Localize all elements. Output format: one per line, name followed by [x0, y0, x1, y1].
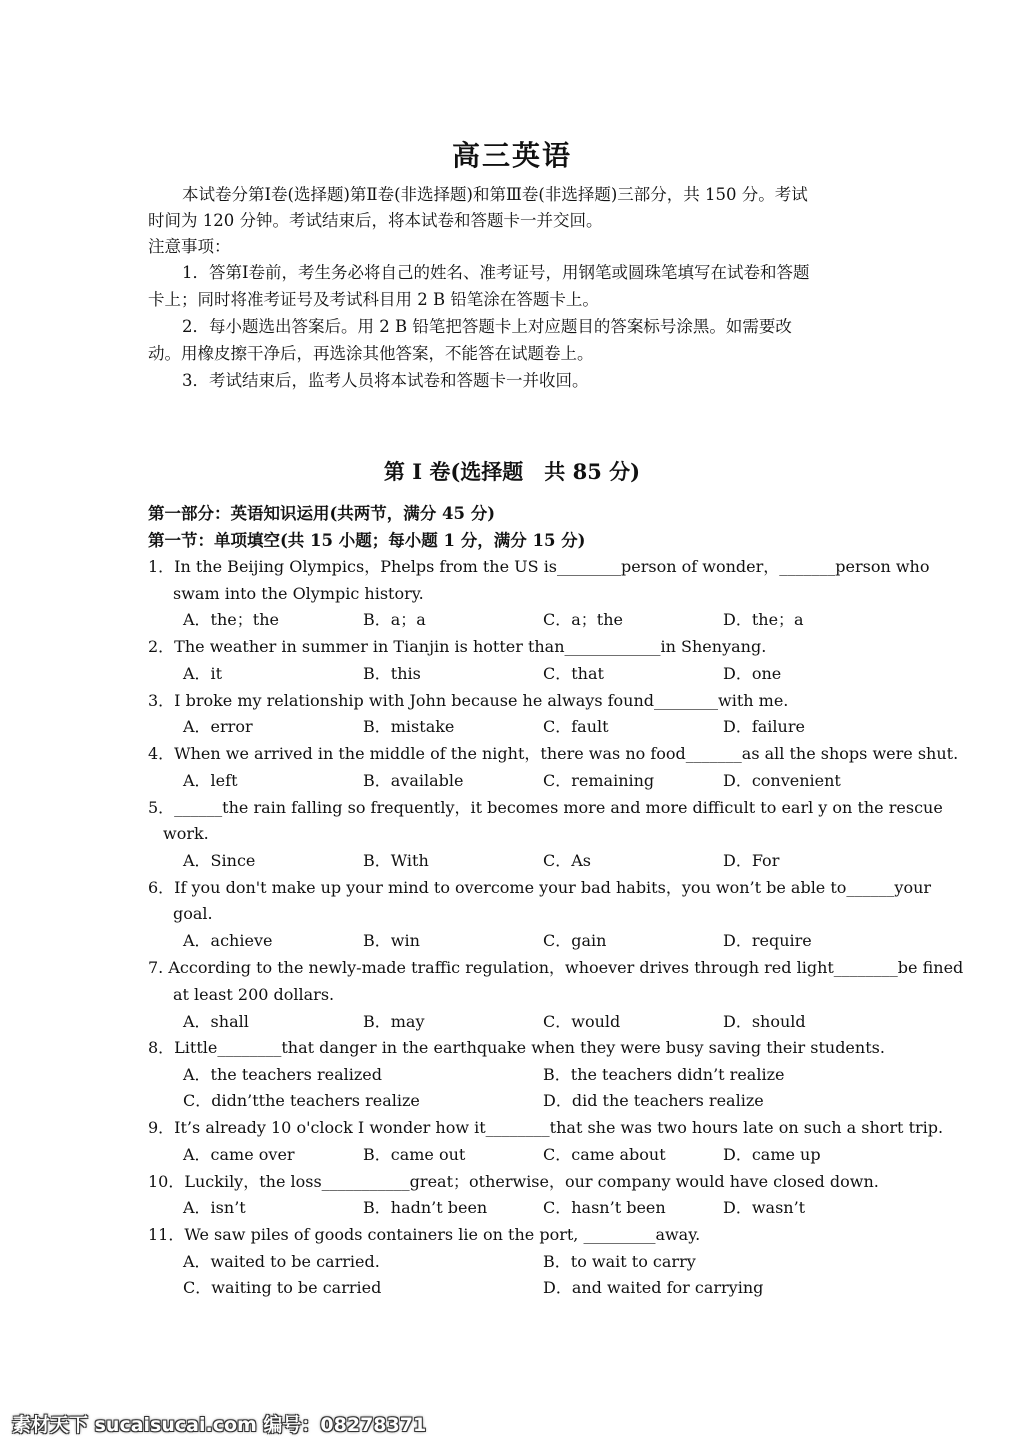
- question-7-option-b: B．may: [363, 1012, 425, 1031]
- question-1-option-c: C．a；the: [543, 610, 623, 629]
- question-2-option-b: B．this: [363, 664, 421, 683]
- watermark-text: 素材天下 sucaisucai.com 编号：08278371: [12, 1414, 427, 1436]
- question-4-option-d: D．convenient: [723, 771, 841, 790]
- question-1-option-b: B．a；a: [363, 610, 426, 629]
- section-title: 第 I 卷(选择题 共 85 分): [383, 459, 641, 484]
- question-2-text: 2．The weather in summer in Tianjin is hotter than____________in Shenyang.: [148, 637, 767, 656]
- question-7-option-c: C．would: [543, 1012, 621, 1031]
- intro-line-2: 时间为 120 分钟。考试结束后，将本试卷和答题卡一并交回。: [148, 211, 603, 230]
- question-9-option-a: A．came over: [183, 1145, 295, 1164]
- question-7-text-cont: at least 200 dollars.: [173, 985, 335, 1004]
- question-9-option-b: B．came out: [363, 1145, 466, 1164]
- question-9-option-d: D．came up: [723, 1145, 821, 1164]
- part-1-section-1-heading: 第一节：单项填空(共 15 小题；每小题 1 分，满分 15 分): [148, 531, 586, 550]
- intro-line-1: 本试卷分第Ⅰ卷(选择题)第Ⅱ卷(非选择题)和第Ⅲ卷(非选择题)三部分，共 150 分。考试: [182, 185, 808, 204]
- question-1-option-a: A．the；the: [183, 610, 279, 629]
- question-1-text-cont: swam into the Olympic history.: [173, 584, 424, 603]
- question-6-option-b: B．win: [363, 931, 420, 950]
- note-1-line-1: 1．答第Ⅰ卷前，考生务必将自己的姓名、准考证号，用钢笔或圆珠笔填写在试卷和答题: [182, 263, 810, 282]
- question-4-option-c: C．remaining: [543, 771, 655, 790]
- question-11-text: 11．We saw piles of goods containers lie on the port, _________away.: [148, 1225, 701, 1244]
- question-9-option-c: C．came about: [543, 1145, 666, 1164]
- question-11-option-d: D．and waited for carrying: [543, 1278, 764, 1297]
- question-6-text-cont: goal.: [173, 904, 213, 923]
- note-1-line-2: 卡上；同时将准考证号及考试科目用 2 B 铅笔涂在答题卡上。: [148, 290, 599, 309]
- question-3-option-a: A．error: [183, 717, 253, 736]
- question-5-text-cont: work.: [163, 824, 209, 843]
- notice-label: 注意事项：: [148, 237, 231, 256]
- question-4-option-a: A．left: [183, 771, 238, 790]
- question-8-option-c: C．didn’tthe teachers realize: [183, 1091, 420, 1110]
- question-6-option-c: C．gain: [543, 931, 607, 950]
- question-6-option-d: D．require: [723, 931, 812, 950]
- question-7-option-d: D．should: [723, 1012, 806, 1031]
- question-4-text: 4．When we arrived in the middle of the night，there was no food_______as all the shops were shut.: [148, 744, 959, 763]
- question-11-option-b: B．to wait to carry: [543, 1252, 696, 1271]
- question-5-option-a: A．Since: [183, 851, 256, 870]
- note-2-line-1: 2．每小题选出答案后。用 2 B 铅笔把答题卡上对应题目的答案标号涂黑。如需要改: [182, 317, 792, 336]
- question-7-text: 7. According to the newly-made traffic regulation，whoever drives through red light________be fined: [148, 958, 964, 977]
- question-11-option-a: A．waited to be carried.: [183, 1252, 380, 1271]
- question-3-text: 3．I broke my relationship with John because he always found________with me.: [148, 691, 789, 710]
- question-10-option-b: B．hadn’t been: [363, 1198, 488, 1217]
- page-title: 高三英语: [451, 139, 572, 172]
- question-2-option-c: C．that: [543, 664, 604, 683]
- question-6-option-a: A．achieve: [183, 931, 273, 950]
- question-2-option-a: A．it: [183, 664, 223, 683]
- question-1-option-d: D．the；a: [723, 610, 804, 629]
- question-5-option-b: B．With: [363, 851, 429, 870]
- question-4-option-b: B．available: [363, 771, 464, 790]
- note-3: 3．考试结束后，监考人员将本试卷和答题卡一并收回。: [182, 371, 589, 390]
- question-8-option-a: A．the teachers realized: [183, 1065, 382, 1084]
- question-8-option-b: B．the teachers didn’t realize: [543, 1065, 785, 1084]
- question-10-option-c: C．hasn’t been: [543, 1198, 666, 1217]
- question-1-text: 1．In the Beijing Olympics，Phelps from the US is________person of wonder，_______person who: [148, 557, 930, 576]
- question-5-option-c: C．As: [543, 851, 592, 870]
- question-9-text: 9．It’s already 10 o'clock I wonder how it________that she was two hours late on such a short trip.: [148, 1118, 944, 1137]
- question-8-option-d: D．did the teachers realize: [543, 1091, 764, 1110]
- question-7-option-a: A．shall: [183, 1012, 249, 1031]
- question-10-text: 10．Luckily，the loss___________great；otherwise，our company would have closed down.: [148, 1172, 879, 1191]
- question-3-option-b: B．mistake: [363, 717, 455, 736]
- question-10-option-d: D．wasn’t: [723, 1198, 806, 1217]
- question-11-option-c: C．waiting to be carried: [183, 1278, 382, 1297]
- question-10-option-a: A．isn’t: [183, 1198, 246, 1217]
- question-8-text: 8．Little________that danger in the earthquake when they were busy saving their students.: [148, 1038, 885, 1057]
- part-1-heading: 第一部分：英语知识运用(共两节，满分 45 分): [148, 504, 496, 523]
- question-2-option-d: D．one: [723, 664, 782, 683]
- question-5-text: 5．______the rain falling so frequently，it becomes more and more difficult to earl y on the rescue: [148, 798, 943, 817]
- question-5-option-d: D．For: [723, 851, 780, 870]
- question-3-option-c: C．fault: [543, 717, 609, 736]
- question-6-text: 6．If you don't make up your mind to overcome your bad habits，you won’t be able to______your: [148, 878, 932, 897]
- note-2-line-2: 动。用橡皮擦干净后，再选涂其他答案，不能答在试题卷上。: [148, 344, 594, 363]
- question-3-option-d: D．failure: [723, 717, 805, 736]
